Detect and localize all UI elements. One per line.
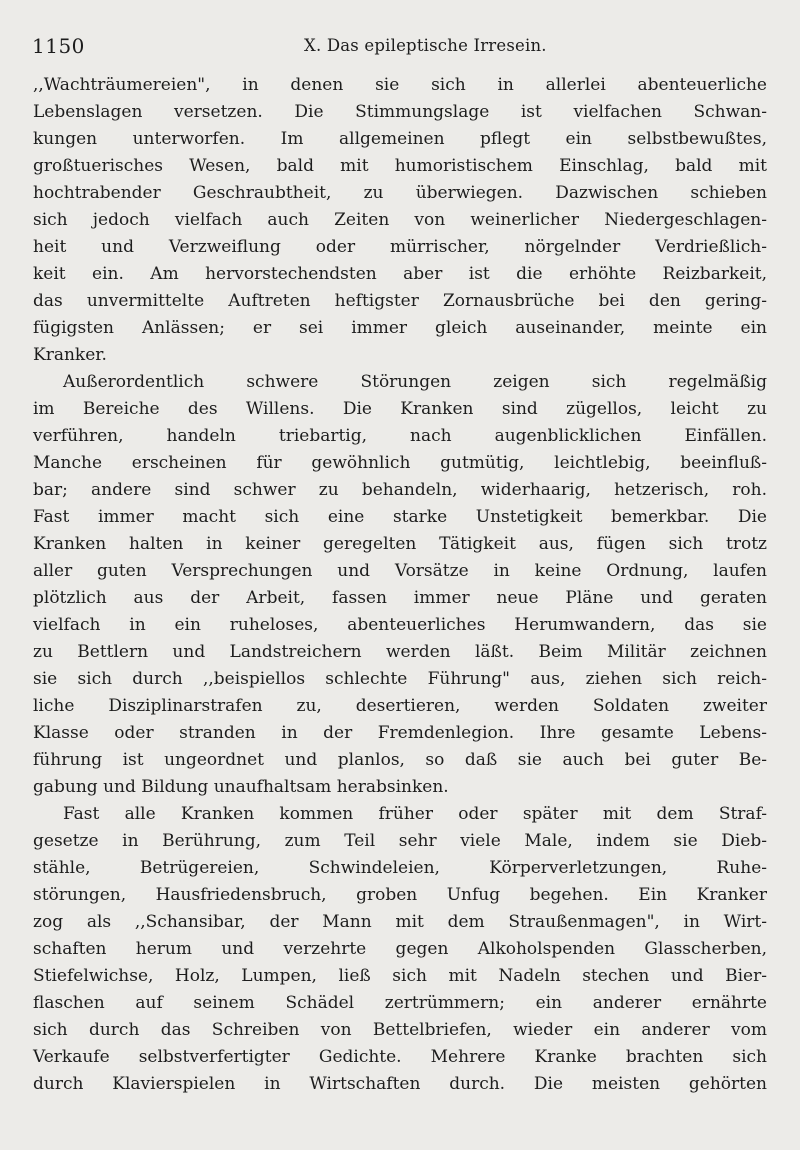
- text-line: durch Klavierspielen in Wirtschaften durch. Die meisten gehörten: [33, 1074, 767, 1094]
- paragraph-1: [33, 72, 767, 369]
- text-line: Lebenslagen versetzen. Die Stimmungslage ist vielfachen Schwan-: [33, 102, 767, 122]
- body-text: [33, 72, 767, 1098]
- text-line: Manche erscheinen für gewöhnlich gutmütig, leichtlebig, beeinfluß-: [33, 453, 767, 473]
- paragraph-2: [33, 369, 767, 801]
- text-line: Klasse oder stranden in der Fremdenlegion. Ihre gesamte Lebens-: [33, 723, 767, 743]
- text-line: gabung und Bildung unaufhaltsam herabsinken.: [33, 777, 449, 797]
- text-line: zog als ,,Schansibar, der Mann mit dem Straußenmagen", in Wirt-: [33, 912, 767, 932]
- paragraph-3: [33, 801, 767, 1098]
- text-line: verführen, handeln triebartig, nach augenblicklichen Einfällen.: [33, 426, 767, 446]
- text-line: plötzlich aus der Arbeit, fassen immer neue Pläne und geraten: [33, 588, 767, 608]
- text-line: Verkaufe selbstverfertigter Gedichte. Mehrere Kranke brachten sich: [33, 1047, 767, 1067]
- text-line: vielfach in ein ruheloses, abenteuerliches Herumwandern, das sie: [33, 615, 767, 635]
- text-line: schaften herum und verzehrte gegen Alkoholspenden Glasscherben,: [33, 939, 767, 959]
- text-line: fügigsten Anlässen; er sei immer gleich auseinander, meinte ein: [33, 318, 767, 338]
- text-line: Kranken halten in keiner geregelten Tätigkeit aus, fügen sich trotz: [33, 534, 767, 554]
- text-line: Kranker.: [33, 345, 107, 365]
- text-line: führung ist ungeordnet und planlos, so daß sie auch bei guter Be-: [33, 750, 767, 770]
- text-line: liche Disziplinarstrafen zu, desertieren, werden Soldaten zweiter: [33, 696, 767, 716]
- page-number: 1150: [32, 34, 85, 58]
- text-line: sich durch das Schreiben von Bettelbriefen, wieder ein anderer vom: [33, 1020, 767, 1040]
- text-line: störungen, Hausfriedensbruch, groben Unfug begehen. Ein Kranker: [33, 885, 767, 905]
- text-line: Außerordentlich schwere Störungen zeigen sich regelmäßig: [63, 372, 767, 392]
- text-line: heit und Verzweiflung oder mürrischer, nörgelnder Verdrießlich-: [33, 237, 767, 257]
- text-line: im Bereiche des Willens. Die Kranken sind zügellos, leicht zu: [33, 399, 767, 419]
- text-line: sich jedoch vielfach auch Zeiten von weinerlicher Niedergeschlagen-: [33, 210, 767, 230]
- text-line: Stiefelwichse, Holz, Lumpen, ließ sich mit Nadeln stechen und Bier-: [33, 966, 767, 986]
- text-line: gesetze in Berührung, zum Teil sehr viele Male, indem sie Dieb-: [33, 831, 767, 851]
- text-line: aller guten Versprechungen und Vorsätze in keine Ordnung, laufen: [33, 561, 767, 581]
- page-header: [32, 34, 768, 60]
- text-line: hochtrabender Geschraubtheit, zu überwiegen. Dazwischen schieben: [33, 183, 767, 203]
- text-line: Fast immer macht sich eine starke Unstetigkeit bemerkbar. Die: [33, 507, 767, 527]
- text-line: das unvermittelte Auftreten heftigster Zornausbrüche bei den gering-: [33, 291, 767, 311]
- running-title: X. Das epileptische Irresein.: [304, 36, 547, 55]
- text-line: sie sich durch ,,beispiellos schlechte Führung" aus, ziehen sich reich-: [33, 669, 767, 689]
- text-line: großtuerisches Wesen, bald mit humoristischem Einschlag, bald mit: [33, 156, 767, 176]
- text-line: Fast alle Kranken kommen früher oder später mit dem Straf-: [63, 804, 767, 824]
- text-line: stähle, Betrügereien, Schwindeleien, Körperverletzungen, Ruhe-: [33, 858, 767, 878]
- text-line: kungen unterworfen. Im allgemeinen pflegt ein selbstbewußtes,: [33, 129, 767, 149]
- text-line: keit ein. Am hervorstechendsten aber ist die erhöhte Reizbarkeit,: [33, 264, 767, 284]
- text-line: flaschen auf seinem Schädel zertrümmern; ein anderer ernährte: [33, 993, 767, 1013]
- text-line: bar; andere sind schwer zu behandeln, widerhaarig, hetzerisch, roh.: [33, 480, 767, 500]
- text-line: zu Bettlern und Landstreichern werden läßt. Beim Militär zeichnen: [33, 642, 767, 662]
- text-line: ,,Wachträumereien", in denen sie sich in allerlei abenteuerliche: [33, 75, 767, 95]
